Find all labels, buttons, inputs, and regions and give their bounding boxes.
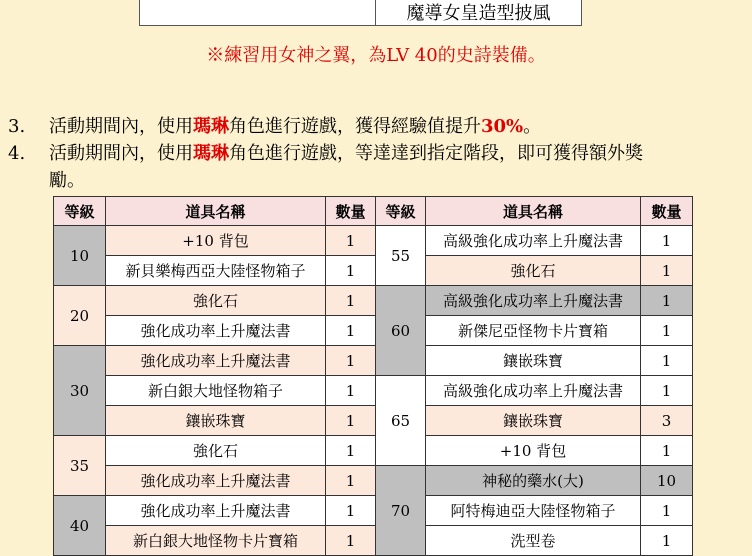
item-name-cell: 強化成功率上升魔法書 <box>106 346 326 376</box>
item-name-cell: 鑲嵌珠寶 <box>106 406 326 436</box>
item-name-cell: +10 背包 <box>106 226 326 256</box>
quantity-cell: 1 <box>326 406 376 436</box>
level-cell: 65 <box>376 376 426 466</box>
list-number: 4. <box>8 143 26 164</box>
bonus-percent: 30% <box>481 116 524 137</box>
quantity-cell: 1 <box>641 346 693 376</box>
table-row <box>54 466 693 496</box>
quantity-cell: 1 <box>326 466 376 496</box>
item-name-cell: 鑲嵌珠寶 <box>426 406 641 436</box>
item-text: 角色進行遊戲，等達達到指定階段，即可獲得額外獎 <box>229 143 643 164</box>
header-level: 等級 <box>376 197 426 226</box>
quantity-cell: 1 <box>641 526 693 556</box>
character-name: 瑪琳 <box>193 143 229 164</box>
table-row <box>54 406 693 436</box>
item-text: 角色進行遊戲，獲得經驗值提升 <box>229 116 481 137</box>
level-cell: 60 <box>376 286 426 376</box>
quantity-cell: 1 <box>641 286 693 316</box>
quantity-cell: 1 <box>326 346 376 376</box>
quantity-cell: 1 <box>641 496 693 526</box>
item-text: 。 <box>523 116 542 137</box>
item-name-cell: 新貝樂梅西亞大陸怪物箱子 <box>106 256 326 286</box>
list-item-4 <box>8 140 748 194</box>
table-row <box>54 436 693 466</box>
header-level: 等級 <box>54 197 106 226</box>
table-row <box>54 256 693 286</box>
level-cell: 30 <box>54 346 106 436</box>
item-name-cell: 強化成功率上升魔法書 <box>106 466 326 496</box>
item-name-cell: 高級強化成功率上升魔法書 <box>426 376 641 406</box>
top-table-empty-cell <box>140 0 376 26</box>
quantity-cell: 1 <box>326 526 376 556</box>
table-row <box>54 286 693 316</box>
header-item-name: 道具名稱 <box>426 197 641 226</box>
notice-text: ※練習用女神之翼，為LV 40的史詩裝備。 <box>206 45 546 66</box>
item-name-cell: 強化石 <box>426 256 641 286</box>
table-header-row <box>54 197 693 226</box>
item-name-cell: 強化成功率上升魔法書 <box>106 316 326 346</box>
table-row <box>54 496 693 526</box>
rewards-table <box>53 196 693 556</box>
item-name-cell: 新白銀大地怪物箱子 <box>106 376 326 406</box>
top-table <box>139 0 582 26</box>
item-name-cell: 洗型卷 <box>426 526 641 556</box>
level-cell: 20 <box>54 286 106 346</box>
quantity-cell: 1 <box>326 436 376 466</box>
level-cell: 55 <box>376 226 426 286</box>
quantity-cell: 1 <box>641 436 693 466</box>
rewards-body <box>54 226 693 556</box>
character-name: 瑪琳 <box>193 116 229 137</box>
quantity-cell: 3 <box>641 406 693 436</box>
quantity-cell: 1 <box>641 256 693 286</box>
level-cell: 70 <box>376 466 426 556</box>
quantity-cell: 1 <box>326 286 376 316</box>
level-cell: 10 <box>54 226 106 286</box>
quantity-cell: 1 <box>326 226 376 256</box>
item-name-cell: +10 背包 <box>426 436 641 466</box>
quantity-cell: 1 <box>641 376 693 406</box>
quantity-cell: 1 <box>326 316 376 346</box>
quantity-cell: 1 <box>641 226 693 256</box>
item-name-cell: 強化成功率上升魔法書 <box>106 496 326 526</box>
item-name-cell: 新白銀大地怪物卡片寶箱 <box>106 526 326 556</box>
header-item-name: 道具名稱 <box>106 197 326 226</box>
table-row <box>54 526 693 556</box>
table-row <box>54 226 693 256</box>
item-text: 活動期間內，使用 <box>49 116 193 137</box>
item-name-cell: 神秘的藥水(大) <box>426 466 641 496</box>
header-quantity: 數量 <box>326 197 376 226</box>
table-row <box>54 346 693 376</box>
level-cell: 40 <box>54 496 106 556</box>
quantity-cell: 1 <box>326 376 376 406</box>
item-name-cell: 強化石 <box>106 436 326 466</box>
top-table-item: 魔導女皇造型披風 <box>376 0 582 26</box>
level-cell: 35 <box>54 436 106 496</box>
list-number: 3. <box>8 116 26 137</box>
quantity-cell: 1 <box>326 496 376 526</box>
quantity-cell: 1 <box>641 316 693 346</box>
quantity-cell: 1 <box>326 256 376 286</box>
item-name-cell: 強化石 <box>106 286 326 316</box>
item-text: 勵。 <box>49 170 85 191</box>
item-text: 活動期間內，使用 <box>49 143 193 164</box>
table-row <box>54 376 693 406</box>
table-row <box>54 316 693 346</box>
item-name-cell: 鑲嵌珠寶 <box>426 346 641 376</box>
item-name-cell: 新傑尼亞怪物卡片寶箱 <box>426 316 641 346</box>
item-name-cell: 高級強化成功率上升魔法書 <box>426 226 641 256</box>
item-name-cell: 高級強化成功率上升魔法書 <box>426 286 641 316</box>
header-quantity: 數量 <box>641 197 693 226</box>
quantity-cell: 10 <box>641 466 693 496</box>
list-item-3 <box>8 113 748 140</box>
item-name-cell: 阿特梅迪亞大陸怪物箱子 <box>426 496 641 526</box>
